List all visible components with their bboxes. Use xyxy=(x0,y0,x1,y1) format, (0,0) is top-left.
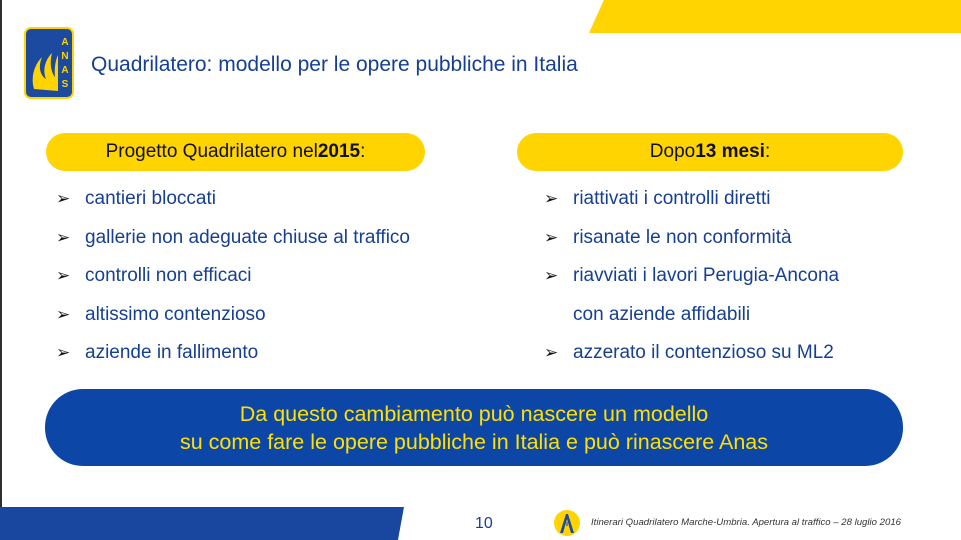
banner-line-2: su come fare le opere pubbliche in Italia e può rinascere Anas xyxy=(179,429,769,454)
list-item xyxy=(544,265,839,304)
list-item-text: risanate le non conformità xyxy=(573,226,792,248)
arrow-bullet-icon: ➢ xyxy=(544,227,559,248)
arrow-bullet-icon: ➢ xyxy=(544,189,559,209)
anas-logo xyxy=(24,27,74,99)
arrow-bullet-icon: ➢ xyxy=(544,343,559,363)
left-heading-prefix: Progetto Quadrilatero nel xyxy=(105,141,318,162)
arrow-bullet-icon: ➢ xyxy=(56,304,71,325)
list-item-text: riavviati i lavori Perugia-Ancona xyxy=(573,265,840,286)
list-item xyxy=(544,188,839,227)
right-bullet-list xyxy=(544,188,839,381)
footer-blue-band xyxy=(0,507,404,540)
list-item-text: aziende in fallimento xyxy=(85,342,259,363)
anas-road-logo-icon xyxy=(553,509,581,537)
list-item-text: con aziende affidabili xyxy=(573,303,751,325)
list-item-continuation xyxy=(544,304,839,343)
left-border-rule xyxy=(0,0,2,540)
left-heading-suffix: : xyxy=(360,141,366,162)
list-item xyxy=(56,265,410,304)
logo-letter-1: A xyxy=(61,37,69,48)
list-item-text: altissimo contenzioso xyxy=(85,303,266,325)
list-item xyxy=(56,227,410,266)
list-item xyxy=(56,188,410,227)
list-item-text: cantieri bloccati xyxy=(85,188,216,209)
list-item xyxy=(56,304,410,343)
list-item-text: controlli non efficaci xyxy=(85,265,252,286)
right-heading-prefix: Dopo xyxy=(649,141,696,162)
logo-letter-4: S xyxy=(61,79,69,90)
arrow-bullet-icon: ➢ xyxy=(56,227,71,248)
list-item xyxy=(56,342,410,381)
list-item-text: gallerie non adeguate chiuse al traffico xyxy=(85,226,410,248)
banner-line-1: Da questo cambiamento può nascere un modello xyxy=(239,401,709,426)
arrow-bullet-icon: ➢ xyxy=(56,189,71,209)
list-item-text: azzerato il contenzioso su ML2 xyxy=(573,342,834,363)
list-item xyxy=(544,227,839,266)
top-yellow-band xyxy=(589,0,961,33)
slide-title: Quadrilatero: modello per le opere pubbliche in Italia xyxy=(91,53,578,76)
right-heading-duration: 13 mesi xyxy=(695,141,765,162)
conclusion-banner xyxy=(45,389,903,466)
arrow-bullet-icon: ➢ xyxy=(544,266,559,286)
left-bullet-list xyxy=(56,188,410,381)
logo-letter-3: A xyxy=(61,65,69,76)
right-heading-suffix: : xyxy=(764,141,771,162)
footer-caption: Itinerari Quadrilatero Marche-Umbria. Apertura al traffico – 28 luglio 2016 xyxy=(591,517,901,528)
left-column-heading xyxy=(46,133,425,171)
arrow-bullet-icon: ➢ xyxy=(56,343,71,363)
left-heading-year: 2015 xyxy=(317,141,361,162)
list-item xyxy=(544,342,839,381)
right-column-heading xyxy=(517,133,903,171)
page-number: 10 xyxy=(475,515,493,532)
logo-letter-2: N xyxy=(61,51,69,62)
arrow-bullet-icon: ➢ xyxy=(56,266,71,286)
list-item-text: riattivati i controlli diretti xyxy=(573,188,771,209)
